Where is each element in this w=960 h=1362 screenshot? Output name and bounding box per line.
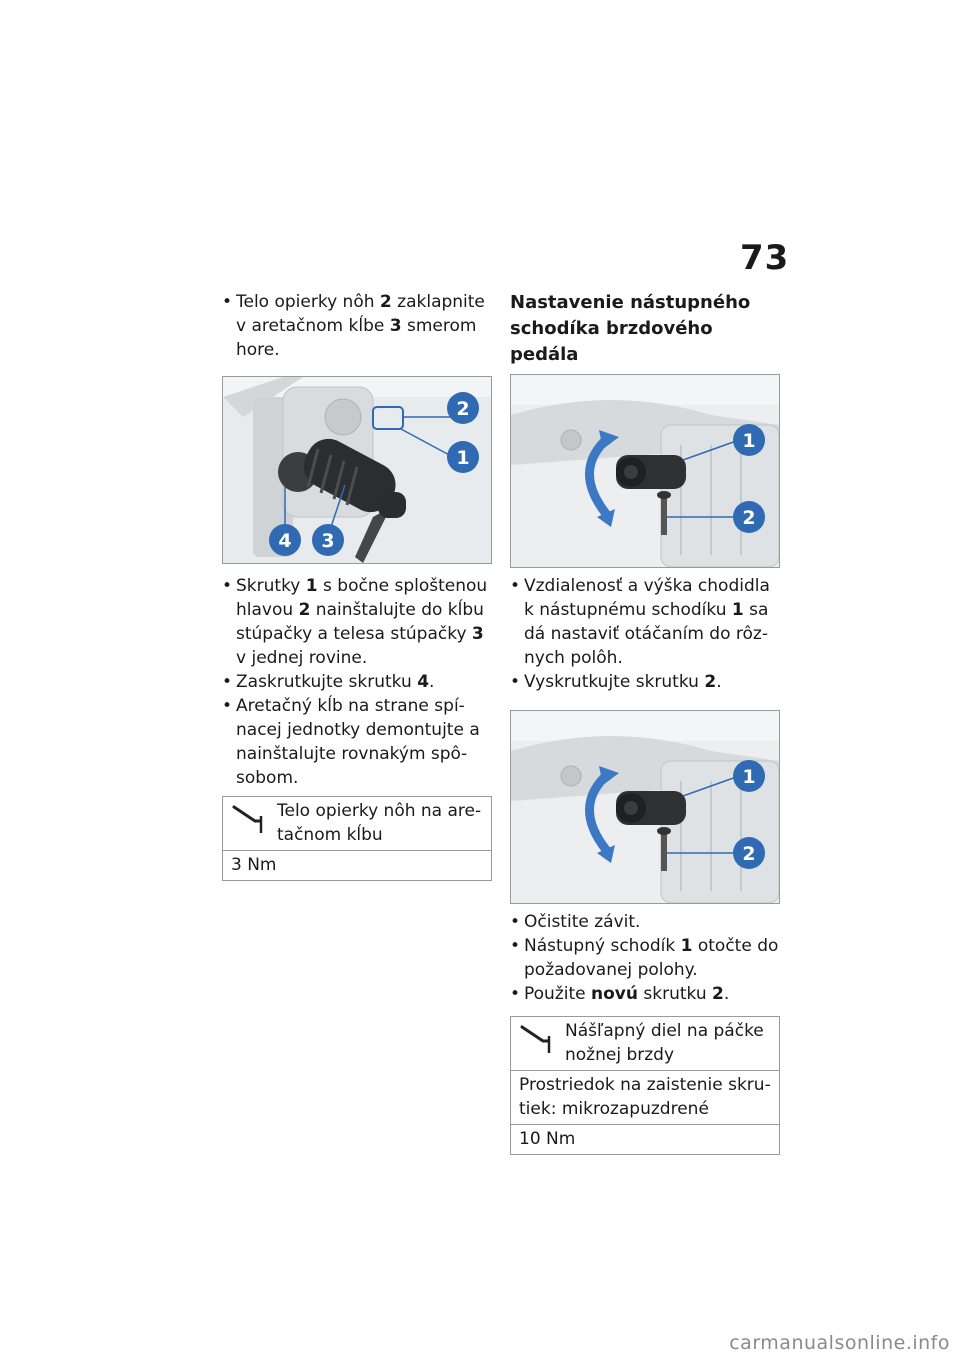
callout-4 xyxy=(269,524,301,556)
bullet-list-adjust xyxy=(510,574,780,694)
list-item: • Vzdialenosť a výška chodidla k nástupnému schodíku 1 sa dá nastaviť otáčaním do rôznych polôh. xyxy=(510,574,780,670)
svg-text:2: 2 xyxy=(456,398,470,420)
callout-1 xyxy=(447,441,479,473)
svg-text:3: 3 xyxy=(321,530,335,552)
list-item: • Použite novú skrutku 2. xyxy=(510,982,780,1006)
list-item: • Skrutky 1 s bočne sploštenou hlavou 2 nainštalujte do kĺbu stúpačky a telesa stúpačky 3 v jednej rovine. xyxy=(222,574,492,670)
bullet-list-mounting xyxy=(222,574,492,790)
footrest-figure xyxy=(222,376,492,564)
callout-1 xyxy=(733,760,765,792)
callout-2 xyxy=(733,501,765,533)
list-item: • Aretačný kĺb na strane spínacej jednotky demontujte a nainštalujte rovnakým spôsobom. xyxy=(222,694,492,790)
bullet-list-intro xyxy=(222,290,492,362)
left-column xyxy=(222,290,492,881)
torque-spec-table xyxy=(510,1016,780,1155)
callout-1 xyxy=(733,424,765,456)
list-item: • Očistite závit. xyxy=(510,910,780,934)
list-item: • Nástupný schodík 1 otočte do požadovanej polohy. xyxy=(510,934,780,982)
svg-text:1: 1 xyxy=(742,430,756,452)
list-item: • Telo opierky nôh 2 zaklapnite v aretačnom kĺbe 3 smerom hore. xyxy=(222,290,492,362)
right-column xyxy=(510,290,780,1155)
spec-title-cell: Nášľapný diel na páčke nožnej brzdy xyxy=(511,1017,780,1071)
svg-text:1: 1 xyxy=(742,766,756,788)
callout-3 xyxy=(312,524,344,556)
svg-text:2: 2 xyxy=(742,507,756,529)
callout-2 xyxy=(733,837,765,869)
spec-agent: Prostriedok na zaistenie skrutiek: mikrozapuzdrené xyxy=(511,1071,780,1125)
bullet-list-install xyxy=(510,910,780,1006)
watermark: carmanualsonline.info xyxy=(729,1332,950,1354)
brake-step-figure-2 xyxy=(510,710,780,904)
spec-value: 10 Nm xyxy=(511,1125,780,1155)
callout-2 xyxy=(447,392,479,424)
wrench-icon xyxy=(231,801,265,835)
spec-value: 3 Nm xyxy=(223,851,492,881)
brake-step-figure-1 xyxy=(510,374,780,568)
list-item: • Vyskrutkujte skrutku 2. xyxy=(510,670,780,694)
section-heading: Nastavenie nástupného schodíka brzdového pedála xyxy=(510,292,751,365)
wrench-icon xyxy=(519,1021,553,1055)
svg-text:1: 1 xyxy=(456,447,470,469)
list-item: • Zaskrutkujte skrutku 4. xyxy=(222,670,492,694)
svg-text:4: 4 xyxy=(278,530,292,552)
svg-text:2: 2 xyxy=(742,843,756,865)
torque-spec-table xyxy=(222,796,492,881)
spec-title-cell: Telo opierky nôh na aretačnom kĺbu xyxy=(223,797,492,851)
page-number: 73 xyxy=(740,238,790,278)
